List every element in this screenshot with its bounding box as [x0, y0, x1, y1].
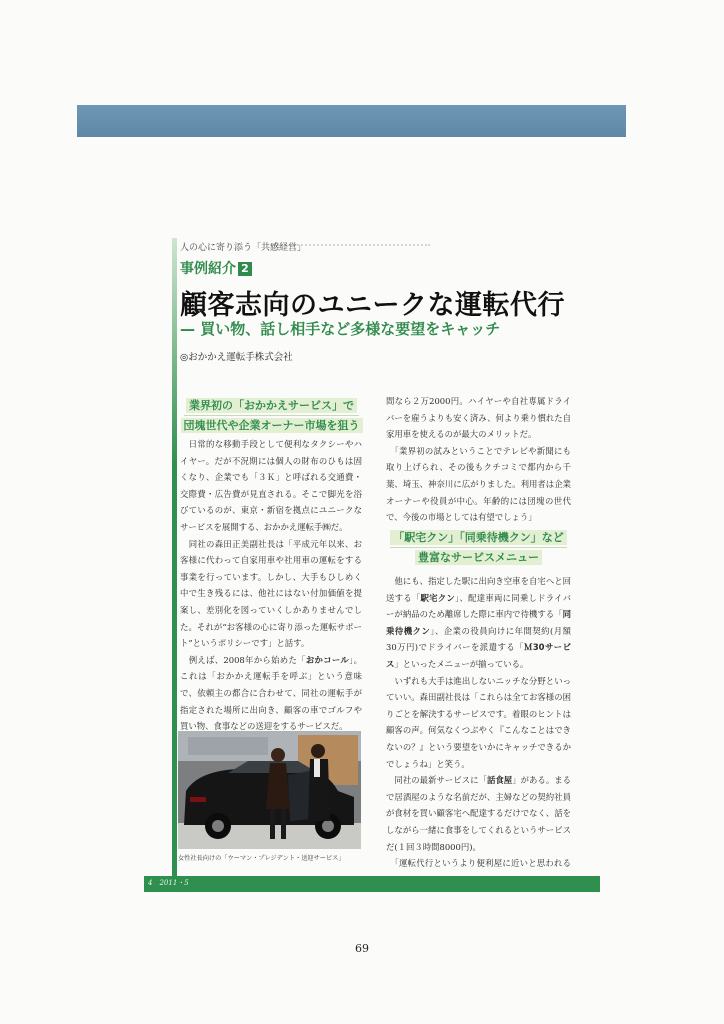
- col2-para-2-text: 「業界初の試みということでテレビや新聞にも取り上げられ、その後もクチコミで都内から千葉、埼玉、神奈川に広がりました。利用者は企業オーナーや役員が中心。年齢的には団塊の世代で、今後の市場としては有望でしょう」: [386, 445, 572, 523]
- issue-info: 4 2011・5: [148, 879, 189, 887]
- footer-bar: [144, 876, 600, 892]
- section-heading-2-line2-text: 豊富なサービスメニュー: [415, 550, 542, 565]
- col1-para-1: [180, 436, 362, 536]
- col1-para-1-text: 日常的な移動手段として便利なタクシーやハイヤー。だが不況期には個人の財布のひもは固くなり、企業でも「３Ｋ」と呼ばれる交通費・交際費・広告費が見直される。そこで脚光を浴びているのが、東京・新宿を拠点にユニークなサービスを展開する、おかかえ運転手㈱だ。: [180, 439, 363, 532]
- accent-stripe: [172, 238, 177, 890]
- col1-para-3-post: 」。これは「おかかえ運転手を呼ぶ」という意味で、依頼主の都合に合わせて、同社の運転手が指定された場所に出向き、顧客の車でゴルフや買い物、食事などの送迎をするサービスだ。: [180, 654, 362, 732]
- col2b-p1-e: 」といったメニューが揃っている。: [394, 658, 529, 669]
- col2b-p3-c: 」がある。まるで居酒屋のような名前だが、主婦などの契約社員が食材を買い顧客宅へ配達するだけでなく、話をしながら一緒に食事をしてくれるというサービスだ(１回３時間8000円)。: [386, 775, 572, 852]
- col1-para-3: [180, 652, 362, 735]
- column-2b: [386, 573, 571, 888]
- col2b-para-3: [386, 772, 571, 855]
- col2b-para-2: [386, 673, 571, 773]
- col2b-p1-a: 他にも、指定した駅に出向き空車を自宅へと回送する「: [386, 576, 572, 603]
- col2b-p1-d: 」、企業の役員向けに年間契約(月額30万円)でドライバーを派遣する「: [386, 625, 572, 653]
- col1-para-2-text: 同社の森田正美副社長は「平成元年以来、お客様に代わって自家用車や社用車の運転をする事業を行っています。しかし、大手もひしめく中で生き残るには、他社にはない付加価値を提案し、差別化を図っていくしかありませんでした。それが“お客様の心に寄り添った運転サポート”というポリシーです」と話す。: [180, 538, 363, 649]
- col2b-para-4-text: 「運転代行というより便利屋に近いと思われる: [394, 858, 572, 869]
- section-heading-2-line2: [386, 548, 571, 567]
- col1-para-3-pre: 例えば、2008年から始めた「: [188, 654, 306, 665]
- header-bar: [77, 105, 626, 137]
- photo-caption: 女性社長向けの「ウーマン・プレジデント・送迎サービス」: [178, 855, 345, 862]
- chauffeur-illustration: [178, 731, 361, 849]
- series-number: 2: [238, 262, 252, 276]
- section-heading-1-line1-text: 業界初の「おかかえサービス」で: [186, 398, 357, 413]
- col2b-para-2-text: いずれも大手は進出しないニッチな分野といっていい。森田副社長は「これらは全てお客様の困りごとを解決するサービスです。着眼のヒントは顧客の声。何気なくつぶやく『こんなことはできないの？』という要望をいかにキャッチできるかでしょうね」と笑う。: [386, 675, 572, 769]
- article-subtitle: — 買い物、話し相手など多様な要望をキャッチ: [180, 320, 501, 338]
- service-name-m30: Ｍ30サービス: [386, 642, 572, 669]
- section-heading-2: [386, 528, 571, 567]
- kicker: 人の心に寄り添う「共感経営」: [180, 243, 307, 253]
- service-name-ekitaku: 駅宅クン: [420, 592, 456, 603]
- col2b-p3-a: 同社の最新サービスに「: [394, 775, 487, 786]
- article-title: 顧客志向のユニークな運転代行: [180, 290, 565, 321]
- company-name: ◎おかかえ運転手株式会社: [180, 352, 293, 363]
- column-2: [386, 393, 571, 526]
- col1-para-2: [180, 536, 362, 652]
- section-heading-2-line1: [386, 528, 571, 547]
- section-heading-1-line1: [180, 396, 363, 415]
- col2-para-2: [386, 443, 571, 526]
- col2b-p1-c: 」、配達車両に同乗しドライバーが納品のため離席した際に車内で待機する「: [386, 592, 572, 620]
- series-label: [180, 258, 252, 278]
- column-1: [180, 436, 362, 751]
- page-number: 69: [355, 942, 369, 955]
- service-name-oka-call: おかコール: [305, 654, 350, 665]
- chauffeur-photo: [178, 731, 361, 849]
- section-heading-1-line2: [180, 416, 363, 435]
- section-heading-1-line2-text: 団塊世代や企業オーナー市場を狙う: [181, 418, 363, 433]
- col2b-para-1: [386, 573, 571, 673]
- section-heading-2-line1-text: 「駅宅クン」「同乗待機クン」など: [390, 530, 567, 545]
- service-name-washokuya: 話食屋: [486, 775, 513, 786]
- section-heading-1: [180, 396, 363, 435]
- series-label-text: 事例紹介: [180, 261, 236, 277]
- service-name-dojo-taiki: 同乗待機クン: [386, 609, 571, 636]
- col2-para-1: 間なら２万2000円。ハイヤーや自社専属ドライバーを雇うよりも安く済み、何より乗り慣れた自家用車を使えるのが最大のメリットだ。: [386, 396, 571, 440]
